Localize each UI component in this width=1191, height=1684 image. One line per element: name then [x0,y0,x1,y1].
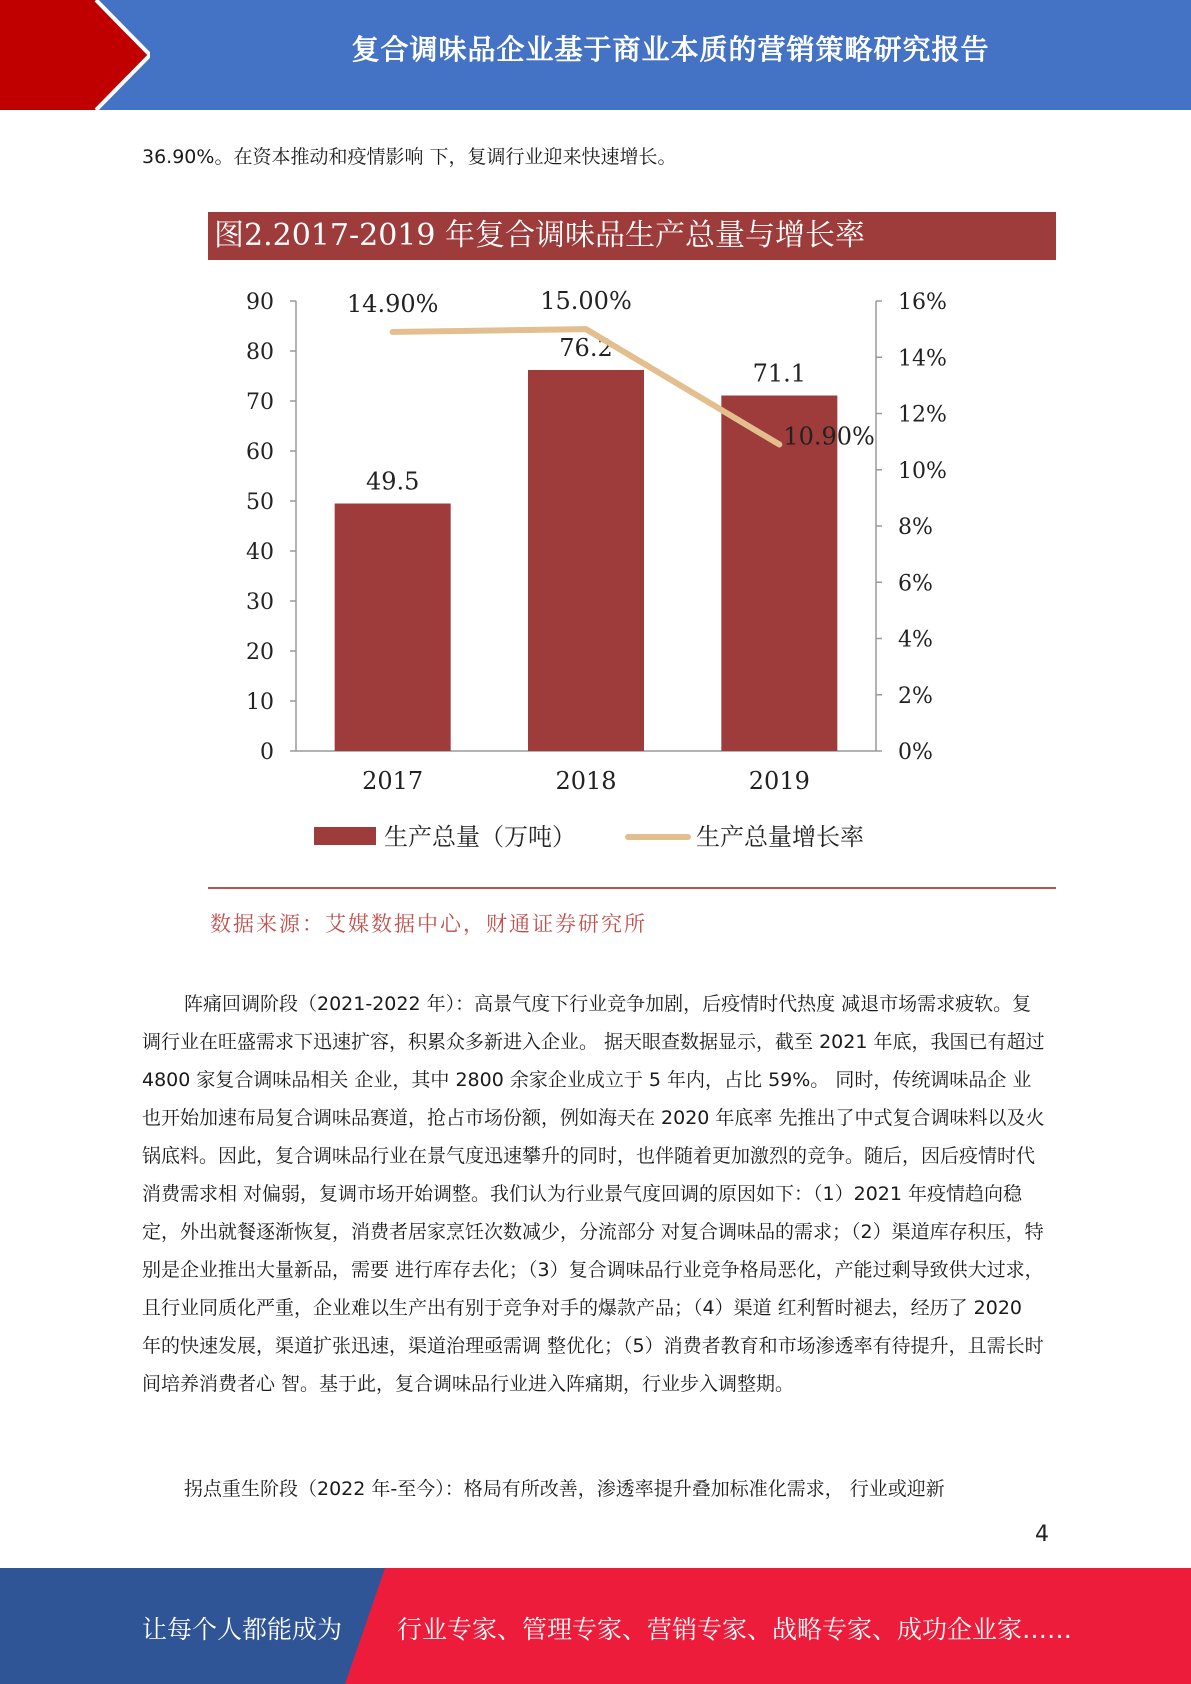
intro-text: 36.90%。在资本推动和疫情影响 下，复调行业迎来快速增长。 [142,146,677,168]
paragraph-pain-stage: 阵痛回调阶段（2021-2022 年）：高景气度下行业竞争加剧，后疫情时代热度 减退市场需求疲软。复调行业在旺盛需求下迅速扩容，积累众多新进入企业。 据天眼查数据显示，截至 2021 年底，我国已有超过 4800 家复合调味品相关 企业，其中 2800 余家企业成立于 5 年内，占比 59%。 同时，传统调味品企 业也开始加速布局复合调味品赛道，抢占市场份额，例如海天在 2020 年底率 先推出了中式复合调味料以及火锅底料。因此，复合调味品行业在景气度迅速攀升的同时，也伴随着更加激烈的竞争。随后，因后疫情时代消费需求相 对偏弱，复调市场开始调整。我们认为行业景气度回调的原因如下：（1）2021 年疫情趋向稳定，外出就餐逐渐恢复，消费者居家烹饪次数减少，分流部分 对复合调味品的需求；（2）渠道库存积压，特别是企业推出大量新品，需要 进行库存去化；（3）复合调味品行业竞争格局恶化，产能过剩导致供大过求， 且行业同质化严重，企业难以生产出有别于竞争对手的爆款产品；（4）渠道 红利暂时褪去，经历了 2020 年的快速发展，渠道扩张迅速，渠道治理亟需调 整优化；（5）消费者教育和市场渗透率有待提升，且需长时间培养消费者心 智。基于此，复合调味品行业进入阵痛期，行业步入调整期。 [142,993,1045,1395]
report-title: 复合调味品企业基于商业本质的营销策略研究报告 [351,33,990,66]
y-left-tick-label: 80 [246,340,274,365]
y-right-tick-label: 2% [898,683,933,709]
intro-line [142,138,1047,176]
y-left-tick-label: 60 [246,440,274,465]
y-right-tick-label: 6% [898,571,933,597]
y-right-tick-label: 8% [898,515,933,540]
y-left-tick-label: 0 [260,740,274,765]
y-left-tick-label: 40 [246,540,274,565]
body-section-2 [142,1470,1047,1508]
line-value-label: 10.90% [783,422,875,451]
y-left-tick-label: 20 [246,640,274,665]
x-tick-label: 2017 [362,767,424,795]
bar [335,504,451,752]
y-left-tick-label: 70 [246,390,274,415]
bar-value-label: 71.1 [752,359,807,388]
x-tick-label: 2019 [748,767,810,795]
y-left-tick-label: 30 [246,590,274,615]
y-right-tick-label: 4% [898,627,933,653]
y-right-tick-label: 12% [898,402,947,428]
page-footer [0,1568,1191,1684]
legend-swatch-bar [314,827,376,845]
legend-label-bar: 生产总量（万吨） [384,823,576,851]
figure-source: 数据来源：艾媒数据中心，财通证券研究所 [210,912,647,936]
page-number: 4 [1035,1522,1049,1547]
footer-slogan-right: 行业专家、管理专家、营销专家、战略专家、成功企业家…… [397,1615,1073,1644]
body-section [142,985,1047,1403]
figure-divider [208,887,1056,889]
y-left-tick-label: 50 [246,490,274,515]
line-value-label: 14.90% [346,289,439,318]
y-left-tick-label: 10 [246,690,274,715]
bar [528,370,644,751]
bar-value-label: 76.2 [559,334,613,362]
y-right-tick-label: 0% [898,740,933,765]
bar-line-chart [200,265,1060,865]
y-left-tick-label: 90 [246,290,274,315]
figure [200,205,1060,940]
legend-label-line: 生产总量增长率 [696,823,864,851]
header-arrow-decoration [0,0,150,110]
x-tick-label: 2018 [555,767,617,795]
bar-value-label: 49.5 [365,467,420,496]
y-right-tick-label: 10% [898,458,947,484]
paragraph-turning-point: 拐点重生阶段（2022 年-至今）：格局有所改善，渗透率提升叠加标准化需求， 行业或迎新 [184,1478,945,1500]
y-right-tick-label: 16% [898,290,947,315]
line-value-label: 15.00% [540,287,632,316]
y-right-tick-label: 14% [898,346,947,372]
page-header [0,0,1191,110]
footer-slogan-left: 让每个人都能成为 [142,1615,343,1644]
figure-title: 图2.2017-2019 年复合调味品生产总量与增长率 [208,212,1056,260]
